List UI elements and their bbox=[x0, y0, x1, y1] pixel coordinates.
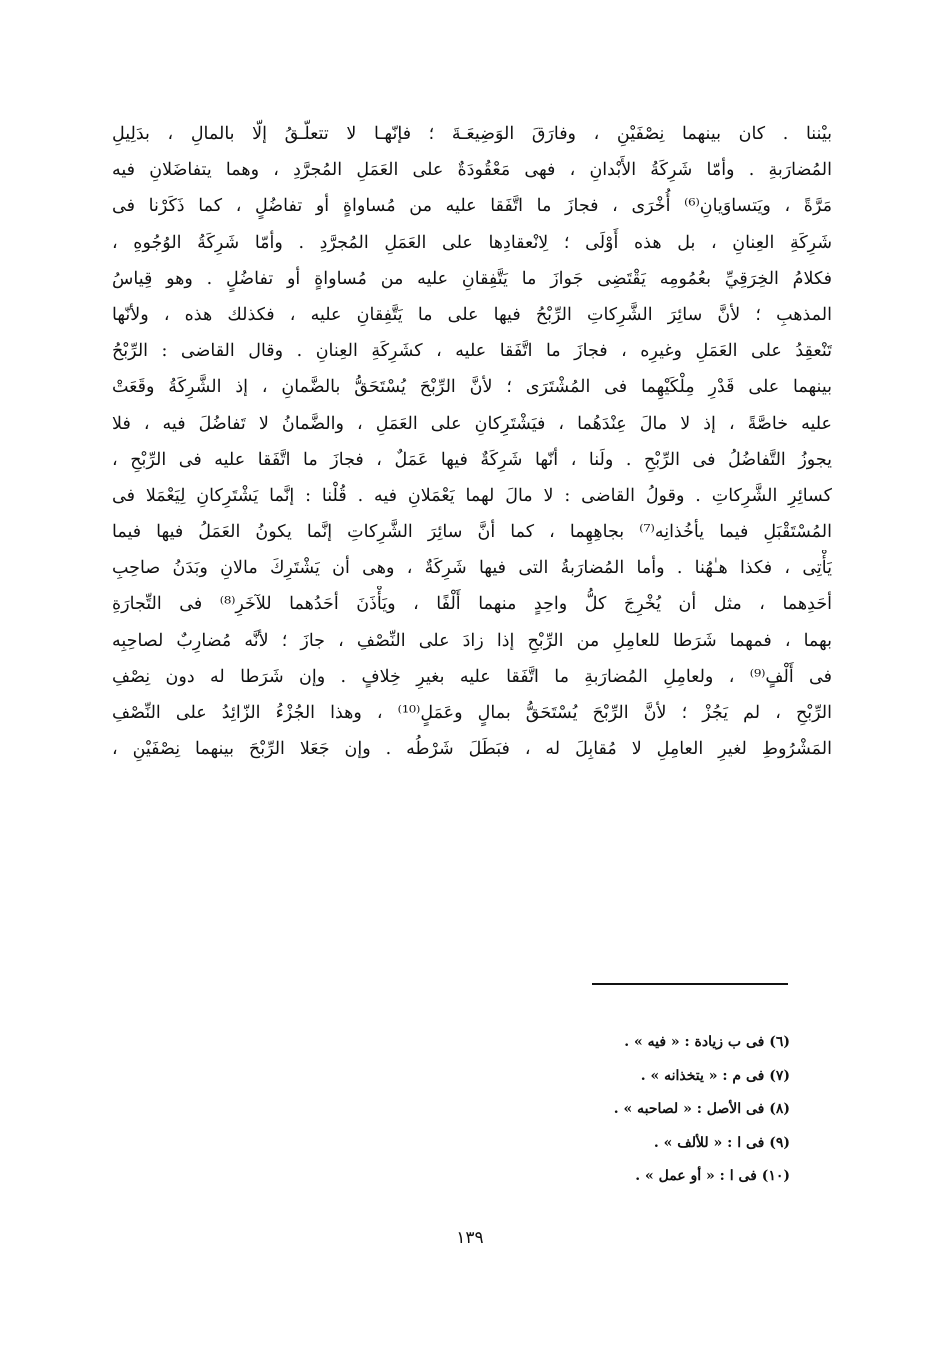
text-line: بهما ، فمهما شَرَطا للعامِلِ من الرِّبْحِ إذا زادَ على النِّصْفِ ، جازَ ؛ لأنَّه مُضارِبٌ لصاحِبِه bbox=[112, 630, 832, 651]
text-line: مَرَّةً ، ويَتساوَيانِ⁽⁶⁾ أُخْرَى ، فجازَ ما اتَّفَقا عليه من مُساواةٍ أو تفاضُلٍ ، كما ذَكَرْنا فى bbox=[112, 196, 832, 217]
text-line: فى أَلْفٍ⁽⁹⁾ ، ولعامِلِ المُضارَبةِ ما اتَّفَقا عليه بغيرِ خِلافٍ . وإن شَرَطا له دون نِصْفِ bbox=[112, 666, 832, 687]
text-line: يجوزُ التَّفاضُلُ فى الرِّبْحِ . ولَنا ، أنّها شَرِكَةٌ فيها عَمَلٌ ، فجازَ ما اتَّفَقا عليه فى الرِّبْحِ ، bbox=[112, 449, 832, 470]
footnote: (٦) فى ب زيادة : « فيه » . bbox=[624, 1034, 790, 1050]
text-line: تَنْعقِدُ على العَمَلِ وغيرِه ، فجازَ ما اتَّفَقا عليه ، كشَرِكَةِ العِنانِ . وقال القاضى : الرِّبْحُ bbox=[112, 341, 832, 362]
text-line: المذهبِ ؛ لأنَّ سائِرَ الشَّرِكاتِ الرِّبْحُ فيها على ما يَتَّفِقانِ عليه ، فكذلك هذه ، ولأنّها bbox=[112, 304, 832, 325]
text-line: بينهما على قَدْرِ مِلْكَيْهِما فى المُشْتَرَى ؛ لأنَّ الرِّبْحَ يُسْتَحَقُّ بالضَّمانِ ، إذ الشَّرِكَةُ وقَعَتْ bbox=[112, 377, 832, 398]
page-number: ١٣٩ bbox=[456, 1228, 484, 1248]
footnote-separator bbox=[592, 983, 788, 985]
text-line: أحَدِهما ، مثل أن يُخْرِجَ كلُّ واحِدٍ منهما أَلْفًا ، ويَأْذَنَ أحَدُهما للآخَرِ⁽⁸⁾ فى التِّجارَةِ bbox=[112, 594, 832, 615]
text-line: كسائِرِ الشَّرِكاتِ . وقولُ القاضى : لا مالَ لهما يَعْمَلانِ فيه . قُلْنا : إنَّما يَشْتَرِكانِ لِيَعْمَلا فى bbox=[112, 485, 832, 506]
text-line: بيْننا . كان بينهما نِصْفَيْنِ ، وفارَقَ الوَضِيعَـةَ ؛ فإنّهـا لا تتعلّـقُ إلّا بالمالِ ، بدَلِيلِ bbox=[112, 124, 832, 144]
footnote: (٧) فى م : « يتخذانه » . bbox=[640, 1067, 790, 1084]
text-line: المُسْتَقْبَلِ فيما يأخُذانِه⁽⁷⁾ بجاهِهِما ، كما أنَّ سائِرَ الشَّرِكاتِ إنَّما يكونُ العَمَلُ فيها فيما bbox=[112, 522, 832, 543]
footnote: (٨) فى الأصل : « لصاحبه » . bbox=[613, 1101, 790, 1117]
text-line: المَشْرُوطِ لغيرِ العامِلِ لا مُقابِلَ له ، فبَطَلَ شَرْطُه . وإن جَعَلا الرِّبْحَ بينهما نِصْفَيْنِ ، bbox=[112, 739, 832, 760]
text-line: عليه خاصَّةً ، إذ لا مالَ عِنْدَهُما ، فيَشْتَرِكانِ على العَمَلِ ، والضَّمانُ لا تَفاضُلَ فيه ، فلا bbox=[112, 413, 832, 434]
text-line: يَأْتِى ، فكذا هـٰهُنا . وأما المُضارَبةُ التى فيها شَرِكَةٌ ، وهى أن يَشْتَرِكَ مالانِ وبَدَنُ صاحِبِ bbox=[112, 558, 832, 579]
text-line: المُضارَبةِ . وأمّا شَرِكَةُ الأَبْدانِ ، فهى مَعْقُودَةٌ على العَمَلِ المُجرَّدِ ، وهما يتفاضَلانِ فيه bbox=[112, 160, 832, 181]
footnotes-block bbox=[400, 1026, 790, 1194]
text-line: فكلامُ الخِرَقِيِّ بعُمُومِه يَقْتَضِى جَوازَ ما يَتَّفِقانِ عليه من مُساواةٍ أو تفاضُلٍ . وهو قِياسُ bbox=[112, 268, 832, 289]
text-line: الرِّبْحِ ، لم يَجُزْ ؛ لأنَّ الرِّبْحَ يُسْتَحَقُّ بمالٍ وعَمَلٍ⁽¹⁰⁾ ، وهذا الجُزْءُ الزّائِدُ على النِّصْفِ bbox=[112, 703, 832, 723]
footnote: (١٠) فى ا : « أو عمل » . bbox=[635, 1168, 790, 1184]
main-text-block bbox=[112, 116, 832, 767]
text-line: شَرِكَةِ العِنانِ ، بل هذه أَوْلَى ؛ لِانْعقادِها على العَمَلِ المُجرَّدِ . وأمّا شَرِكَةُ الوُجُوهِ ، bbox=[112, 232, 832, 253]
footnote: (٩) فى ا : « للألف » . bbox=[653, 1134, 790, 1151]
